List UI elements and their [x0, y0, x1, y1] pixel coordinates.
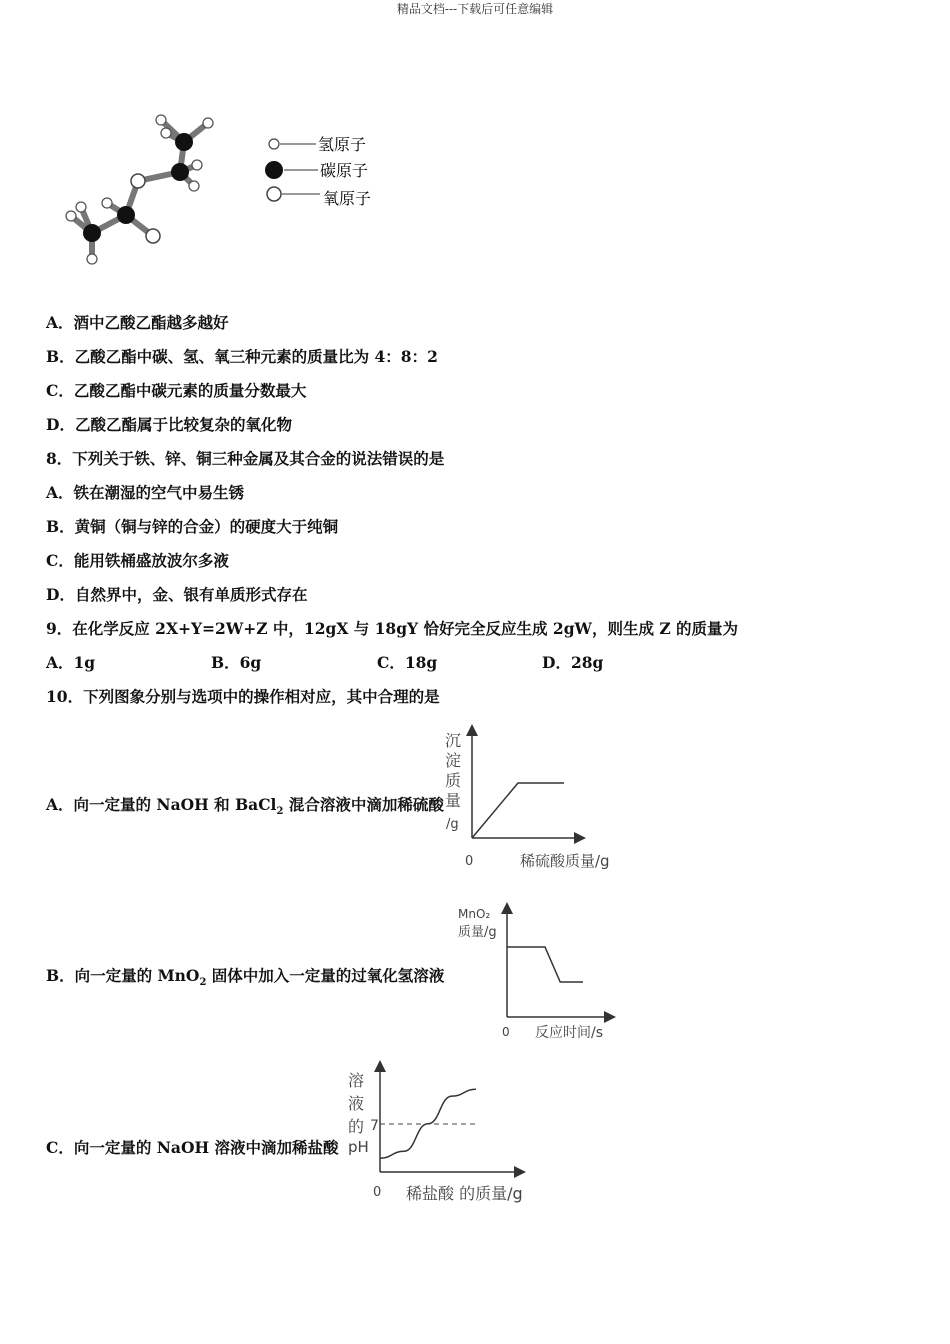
chart-a-line [472, 783, 564, 838]
q8-option-c: C．能用铁桶盛放波尔多液 [46, 551, 229, 570]
atom-legend [260, 128, 390, 213]
q10-option-a-text-1: A．向一定量的 NaOH 和 BaCl [46, 795, 277, 814]
chart-b-ylabel-1: MnO₂ [458, 907, 491, 921]
chart-c-xlabel: 稀盐酸 的质量/g [406, 1184, 523, 1203]
q10-option-a-text-2: 混合溶液中滴加稀硫酸 [283, 795, 444, 814]
chart-a-precipitate-mass [440, 722, 640, 877]
legend-oxygen: 氧原子 [323, 189, 372, 208]
chart-c-ylabel-1: 溶 [348, 1071, 365, 1090]
q8-option-b: B．黄铜（铜与锌的合金）的硬度大于纯铜 [46, 517, 339, 536]
q10-option-a-subscript: 2 [276, 806, 284, 818]
q7-option-d: D．乙酸乙酯属于比较复杂的氧化物 [46, 415, 292, 434]
q8-option-a: A．铁在潮湿的空气中易生锈 [46, 483, 245, 502]
chart-c-ph7-label: 7 [370, 1118, 379, 1134]
chart-a-ylabel-5: /g [446, 817, 459, 832]
chart-a-origin: 0 [465, 854, 474, 869]
chart-c-ylabel-4: pH [348, 1138, 369, 1156]
chart-a-xlabel: 稀硫酸质量/g [520, 852, 610, 870]
chart-b-mno2-mass [455, 900, 625, 1045]
q8-stem: 8．下列关于铁、锌、铜三种金属及其合金的说法错误的是 [46, 449, 445, 468]
q9-stem: 9．在化学反应 2X+Y=2W+Z 中，12gX 与 18gY 恰好完全反应生成 2gW，则生成 Z 的质量为 [46, 619, 739, 638]
chart-a-ylabel-2: 淀 [445, 751, 462, 770]
q9-option-d: D．28g [542, 653, 604, 672]
q9-option-b: B．6g [211, 653, 262, 672]
chart-b-line [507, 947, 583, 982]
q10-stem: 10．下列图象分别与选项中的操作相对应，其中合理的是 [46, 687, 440, 706]
q7-option-b: B．乙酸乙酯中碳、氢、氧三种元素的质量比为 4：8：2 [46, 347, 438, 366]
chart-b-origin: 0 [502, 1025, 510, 1039]
q10-option-b [46, 964, 444, 988]
chart-c-solution-ph [340, 1060, 540, 1210]
q7-option-a: A．酒中乙酸乙酯越多越好 [46, 313, 229, 332]
q10-option-c: C．向一定量的 NaOH 溶液中滴加稀盐酸 [46, 1138, 339, 1157]
q9-option-a: A．1g [46, 653, 96, 672]
chart-a-ylabel-3: 质 [445, 771, 462, 790]
chart-c-ylabel-3: 的 [348, 1117, 365, 1136]
chart-b-xlabel: 反应时间/s [535, 1025, 604, 1041]
q7-option-c: C．乙酸乙酯中碳元素的质量分数最大 [46, 381, 307, 400]
chart-c-origin: 0 [373, 1185, 382, 1200]
chart-b-ylabel-2: 质量/g [458, 925, 497, 940]
chart-a-ylabel-4: 量 [445, 791, 462, 810]
q8-option-d: D．自然界中，金、银有单质形式存在 [46, 585, 308, 604]
chart-c-ylabel-2: 液 [348, 1094, 365, 1113]
q10-option-a [46, 793, 444, 817]
page-header: 精品文档---下载后可任意编辑 [396, 2, 554, 16]
legend-carbon: 碳原子 [320, 161, 369, 180]
chart-a-ylabel-1: 沉 [445, 731, 462, 750]
q10-option-b-subscript: 2 [199, 977, 207, 989]
q10-option-b-text-2: 固体中加入一定量的过氧化氢溶液 [206, 966, 445, 985]
q10-option-b-text-1: B．向一定量的 MnO [46, 966, 200, 985]
legend-hydrogen: 氢原子 [318, 135, 367, 154]
q9-option-c: C．18g [377, 653, 438, 672]
